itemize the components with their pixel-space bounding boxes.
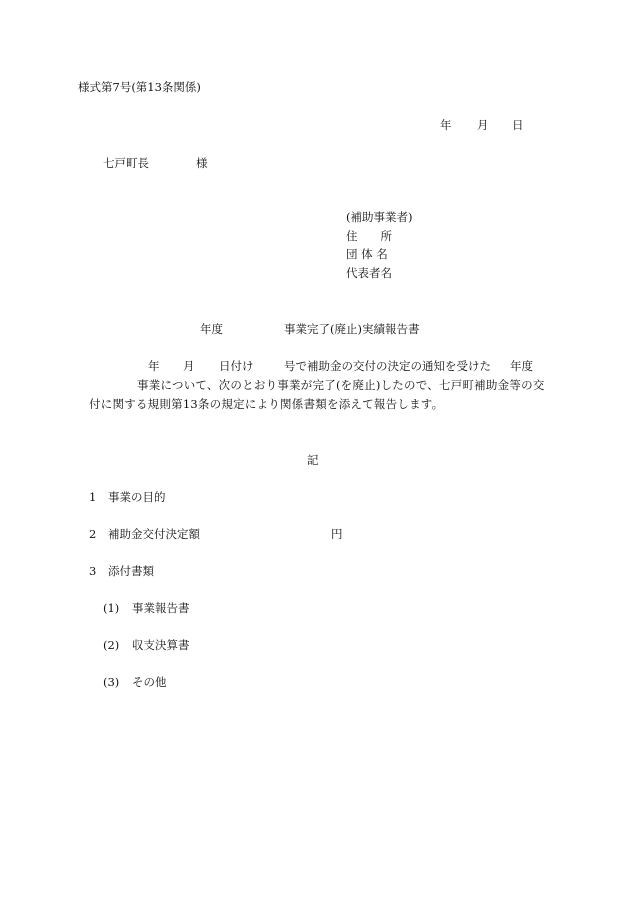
attachment-1-number: (1) [103,601,120,615]
attachment-2-number: (2) [103,638,120,652]
item-2-unit: 円 [331,527,343,541]
body-line1-text: 号で補助金の交付の決定の通知を受けた [284,359,491,373]
body-line2: 事業について、次のとおり事業が完了(を廃止)したので、七戸町補助金等の交 [137,378,545,392]
item-2-label: 補助金交付決定額 [108,527,200,541]
applicant-address-label: 住 所 [346,229,392,243]
body-dated: 日付け [219,359,254,373]
item-2-number: 2 [89,527,97,541]
addressee-title: 七戸町長 [103,156,149,170]
item-3-number: 3 [89,564,97,578]
attachment-1-label: 事業報告書 [132,601,190,615]
applicant-group-label: 団 体 名 [346,247,388,261]
title-fiscal-year: 年度 [200,322,223,336]
body-fiscal-year: 年度 [510,359,533,373]
ki-heading: 記 [307,453,319,467]
applicant-representative-label: 代表者名 [346,266,392,280]
item-1-number: 1 [89,490,97,504]
body-year: 年 [148,359,160,373]
body-line3: 付に関する規則第13条の規定により関係書類を添えて報告します。 [89,397,444,411]
attachment-2-label: 収支決算書 [132,638,190,652]
form-number: 様式第7号(第13条関係) [78,80,201,94]
document-title: 事業完了(廃止)実績報告書 [284,322,420,336]
body-month: 月 [183,359,195,373]
attachment-3-number: (3) [103,675,120,689]
addressee-honorific: 様 [196,156,208,170]
attachment-3-label: その他 [132,675,167,689]
item-3-label: 添付書類 [108,564,154,578]
applicant-heading: (補助事業者) [346,210,413,224]
date-day-label: 日 [512,118,524,132]
date-year-label: 年 [440,118,452,132]
date-month-label: 月 [477,118,489,132]
item-1-label: 事業の目的 [108,490,166,504]
